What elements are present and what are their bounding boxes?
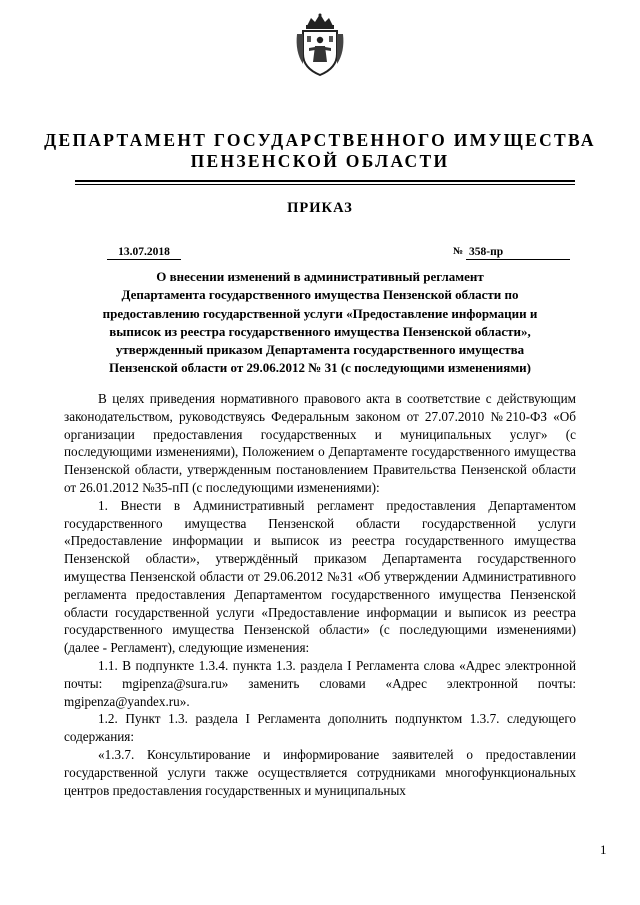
body-paragraph: В целях приведения нормативного правового акта в соответствие с действующим законодательством, руководствуясь Федеральным законом от 27.07.2010 №210-ФЗ «Об организации предоставления государственных и муниципальных услуг» (с последующими изменениями), Положением о Департаменте государственного имущества Пензенской области, утвержденным постановлением Правительства Пензенской области от 26.01.2012 №35-пП (с последующими изменениями): (64, 391, 576, 495)
body-paragraph: 1. Внести в Административный регламент предоставления Департаментом государственного имущества Пензенской области государственной услуги «Предоставление информации и выписок из реестра государственного имущества Пензенской области», утверждённый приказом Департамента государственного имущества Пензенской области от 29.06.2012 №31 «Об утверждении Административного регламента предоставления Департаментом государственного имущества Пензенской области государственной услуги «Предоставление информации и выписок из реестра государственного имущества Пензенской области» (с последующими изменениями) (далее - Регламент), следующие изменения: (64, 497, 576, 656)
order-number: 358-пр (466, 245, 570, 260)
header-divider-thin (75, 184, 575, 185)
heading-line: утвержденный приказом Департамента государственного имущества (115, 342, 525, 358)
heading-line: О внесении изменений в административный регламент (156, 269, 484, 284)
order-heading (80, 268, 560, 378)
page-number: 1 (600, 842, 607, 857)
order-date: 13.07.2018 (107, 245, 181, 260)
department-name-line1: ДЕПАРТАМЕНТ ГОСУДАРСТВЕННОГО ИМУЩЕСТВА (44, 130, 596, 150)
heading-line: выписок из реестра государственного имущества Пензенской области», (109, 323, 531, 339)
body-paragraph: 1.2. Пункт 1.3. раздела I Регламента дополнить подпунктом 1.3.7. следующего содержания: (64, 711, 576, 745)
heading-line: предоставлению государственной услуги «Предоставление информации и (102, 305, 538, 321)
header-divider-thick (75, 180, 575, 182)
heading-line: Пензенской области от 29.06.2012 № 31 (с последующими изменениями) (108, 360, 531, 376)
department-name-line2: ПЕНЗЕНСКОЙ ОБЛАСТИ (190, 151, 450, 171)
document-type: ПРИКАЗ (287, 200, 353, 216)
body-paragraph: 1.1. В подпункте 1.3.4. пункта 1.3. раздела I Регламента слова «Адрес электронной почты: mgipenza@sura.ru» заменить словами «Адрес электронной почты: mgipenza@yandex.ru». (64, 657, 576, 709)
number-sign: № (453, 246, 464, 257)
heading-line: Департамента государственного имущества Пензенской области по (121, 287, 519, 303)
coat-of-arms-icon (293, 12, 347, 78)
body-paragraph: «1.3.7. Консультирование и информирование заявителей о предоставлении государственной услуги также осуществляется сотрудниками многофункциональных центров предоставления государственных и муниципальных (64, 746, 576, 798)
order-body (64, 390, 576, 799)
